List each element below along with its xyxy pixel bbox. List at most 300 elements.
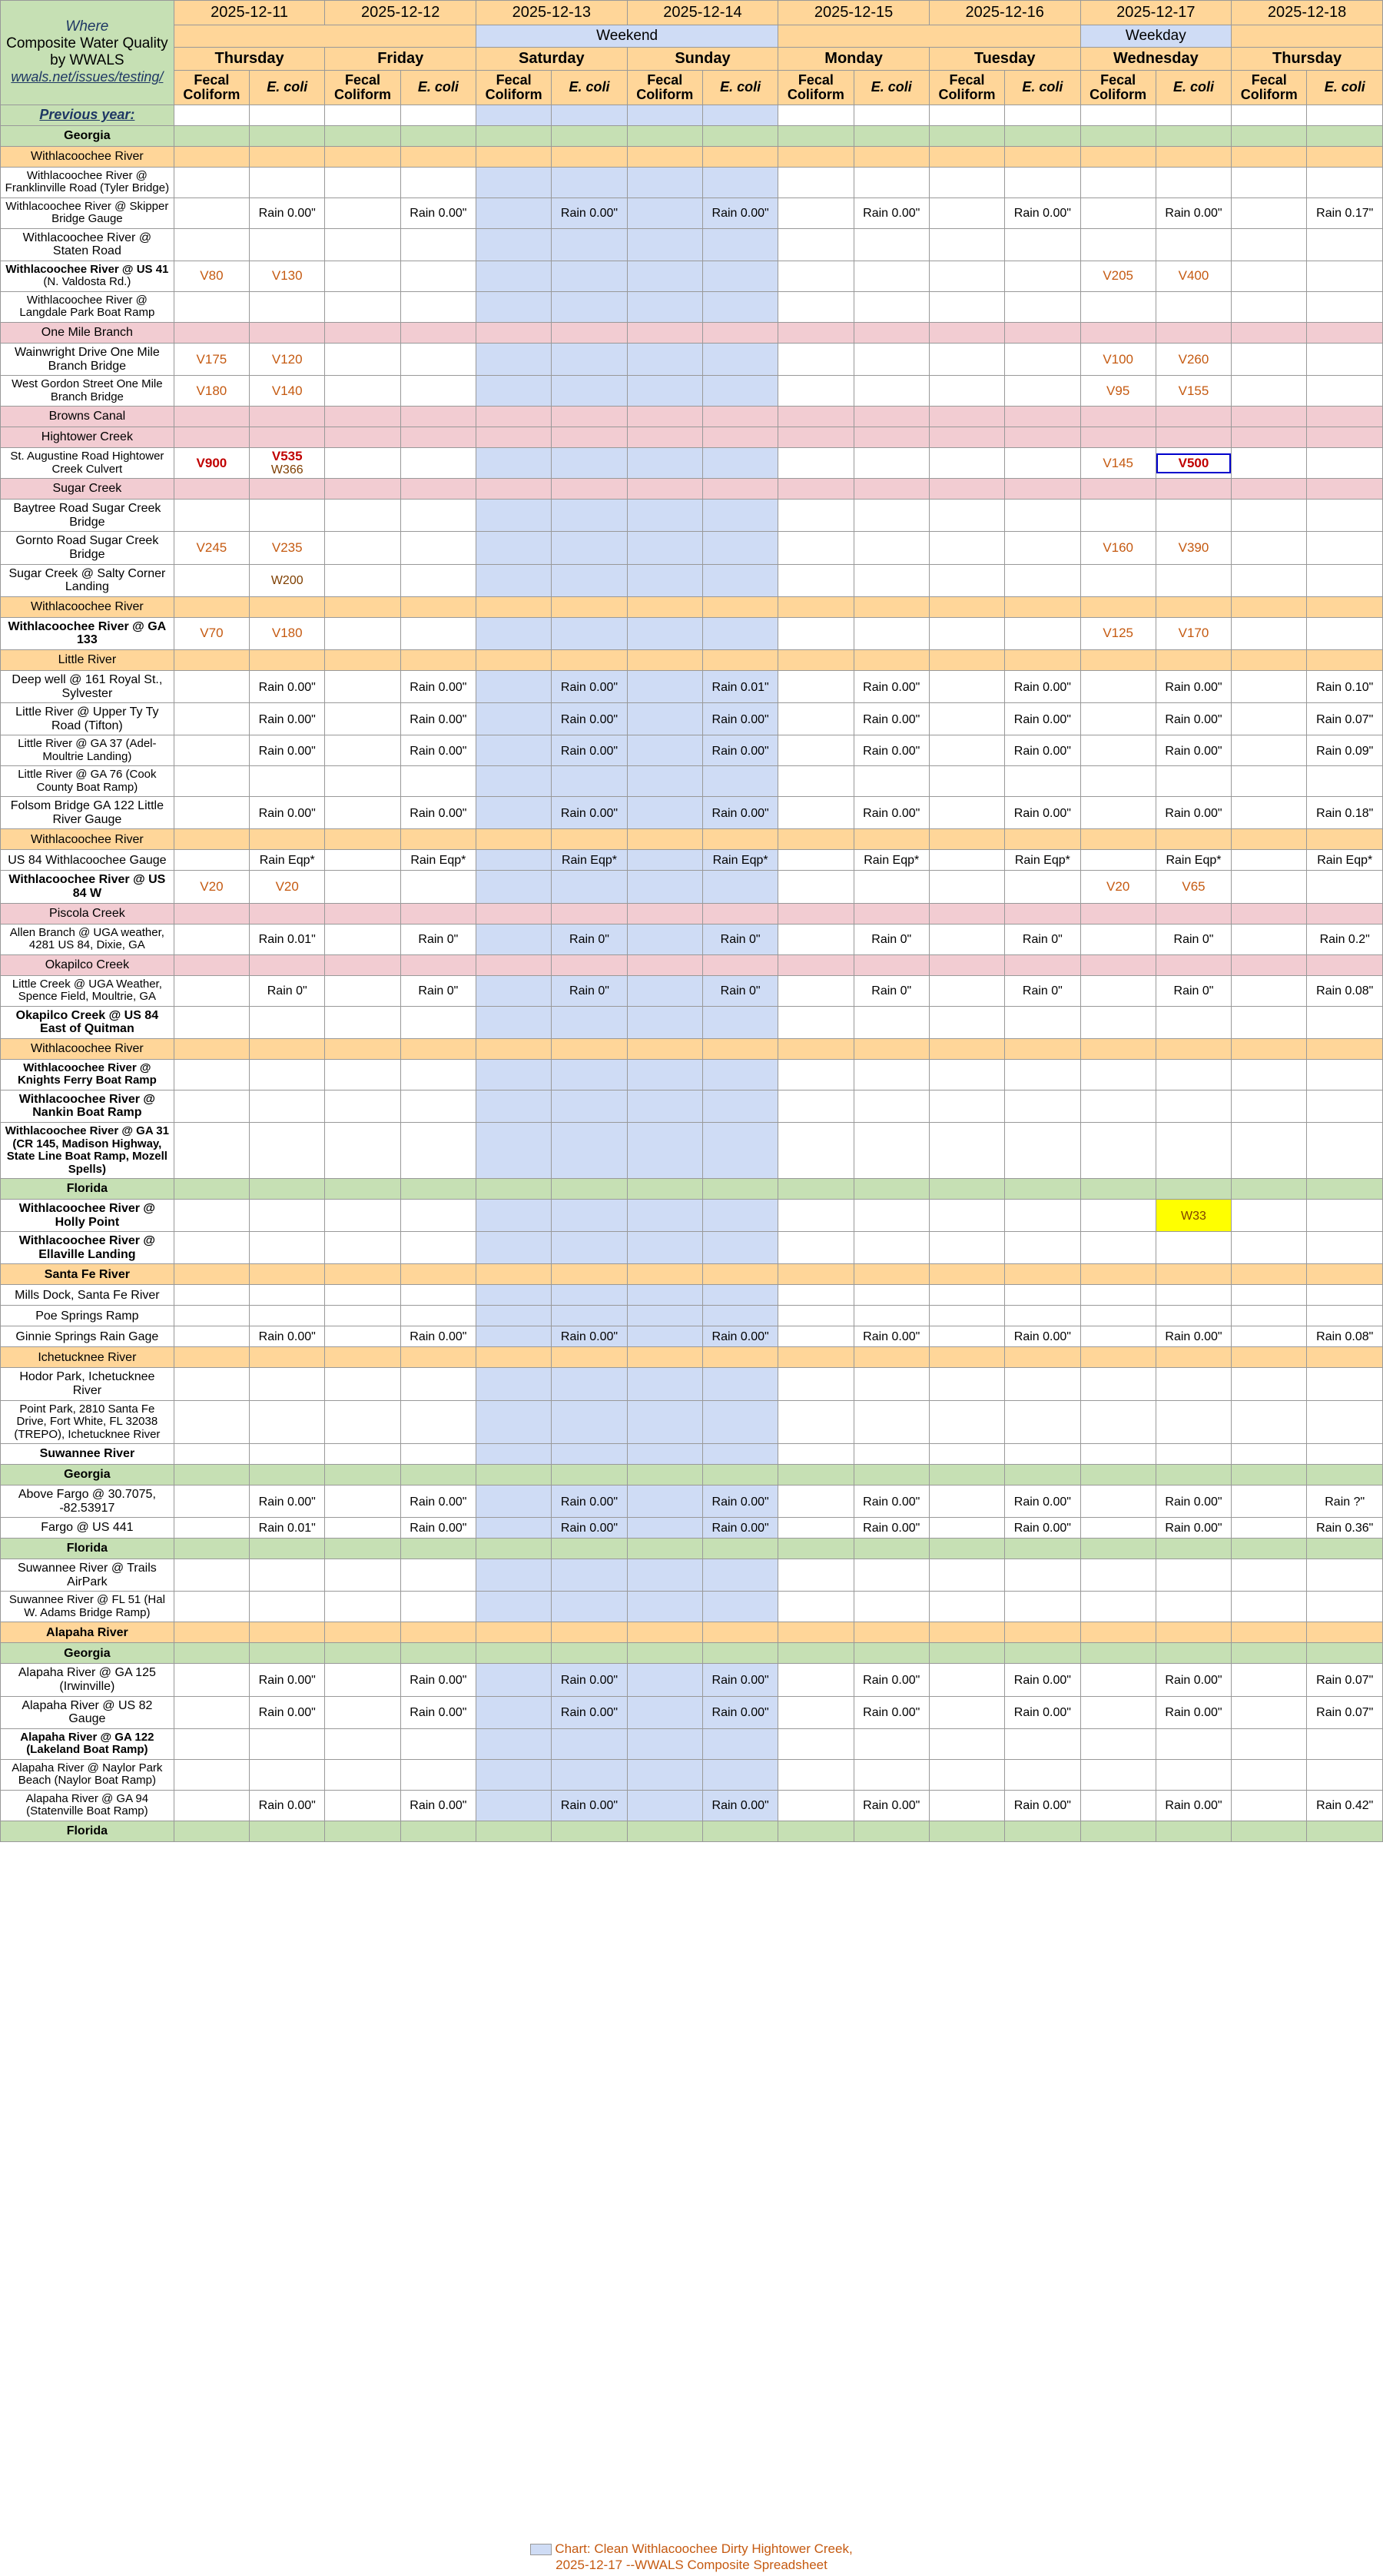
cell-r8-c1[interactable]: [250, 322, 325, 343]
cell-r62-c15[interactable]: [1307, 1821, 1383, 1841]
cell-r40-c7[interactable]: [702, 1232, 778, 1264]
cell-r44-c6[interactable]: [627, 1326, 702, 1347]
cell-r54-c4[interactable]: [476, 1592, 552, 1622]
cell-r39-c5[interactable]: [552, 1200, 627, 1232]
cell-r3-c6[interactable]: [627, 167, 702, 198]
cell-r8-c11[interactable]: [1005, 322, 1080, 343]
cell-r20-c15[interactable]: [1307, 649, 1383, 670]
cell-r11-c13[interactable]: [1156, 407, 1231, 427]
cell-r10-c11[interactable]: [1005, 376, 1080, 407]
cell-r24-c0[interactable]: [174, 766, 249, 797]
cell-r9-c7[interactable]: [702, 343, 778, 375]
cell-r56-c9[interactable]: [854, 1643, 929, 1664]
cell-r5-c13[interactable]: [1156, 228, 1231, 261]
cell-r49-c3[interactable]: [400, 1465, 476, 1486]
cell-r3-c11[interactable]: [1005, 167, 1080, 198]
cell-r47-c6[interactable]: [627, 1400, 702, 1444]
cell-r44-c15[interactable]: Rain 0.08": [1307, 1326, 1383, 1347]
cell-r22-c11[interactable]: Rain 0.00": [1005, 703, 1080, 735]
cell-r21-c12[interactable]: [1080, 670, 1156, 702]
cell-r1-c4[interactable]: [476, 125, 552, 146]
cell-r19-c14[interactable]: [1232, 617, 1307, 649]
cell-r40-c14[interactable]: [1232, 1232, 1307, 1264]
cell-r9-c3[interactable]: [400, 343, 476, 375]
cell-r45-c4[interactable]: [476, 1347, 552, 1368]
cell-r21-c1[interactable]: Rain 0.00": [250, 670, 325, 702]
cell-r30-c2[interactable]: [325, 924, 400, 954]
cell-r60-c4[interactable]: [476, 1759, 552, 1790]
cell-r28-c5[interactable]: [552, 871, 627, 903]
cell-r18-c4[interactable]: [476, 596, 552, 617]
cell-r26-c1[interactable]: [250, 829, 325, 850]
cell-r19-c5[interactable]: [552, 617, 627, 649]
cell-r29-c4[interactable]: [476, 903, 552, 924]
cell-r16-c7[interactable]: [702, 532, 778, 564]
cell-r6-c0[interactable]: V80: [174, 261, 249, 291]
cell-r54-c12[interactable]: [1080, 1592, 1156, 1622]
cell-r50-c4[interactable]: [476, 1486, 552, 1518]
cell-r16-c10[interactable]: [929, 532, 1004, 564]
cell-r8-c4[interactable]: [476, 322, 552, 343]
cell-r21-c11[interactable]: Rain 0.00": [1005, 670, 1080, 702]
cell-r36-c6[interactable]: [627, 1090, 702, 1122]
cell-r60-c14[interactable]: [1232, 1759, 1307, 1790]
cell-r56-c12[interactable]: [1080, 1643, 1156, 1664]
cell-r0-c13[interactable]: [1156, 105, 1231, 125]
cell-r6-c6[interactable]: [627, 261, 702, 291]
cell-r7-c4[interactable]: [476, 291, 552, 322]
cell-r19-c8[interactable]: [778, 617, 854, 649]
cell-r17-c0[interactable]: [174, 564, 249, 596]
cell-r6-c10[interactable]: [929, 261, 1004, 291]
cell-r8-c8[interactable]: [778, 322, 854, 343]
cell-r44-c3[interactable]: Rain 0.00": [400, 1326, 476, 1347]
cell-r1-c3[interactable]: [400, 125, 476, 146]
cell-r35-c2[interactable]: [325, 1059, 400, 1090]
cell-r9-c5[interactable]: [552, 343, 627, 375]
cell-r37-c7[interactable]: [702, 1123, 778, 1179]
cell-r35-c7[interactable]: [702, 1059, 778, 1090]
cell-r23-c13[interactable]: Rain 0.00": [1156, 735, 1231, 766]
cell-r20-c14[interactable]: [1232, 649, 1307, 670]
cell-r33-c3[interactable]: [400, 1006, 476, 1038]
cell-r25-c7[interactable]: Rain 0.00": [702, 797, 778, 829]
cell-r14-c14[interactable]: [1232, 479, 1307, 500]
cell-r31-c8[interactable]: [778, 954, 854, 975]
cell-r49-c6[interactable]: [627, 1465, 702, 1486]
cell-r57-c3[interactable]: Rain 0.00": [400, 1664, 476, 1696]
cell-r60-c0[interactable]: [174, 1759, 249, 1790]
cell-r24-c14[interactable]: [1232, 766, 1307, 797]
cell-r0-c7[interactable]: [702, 105, 778, 125]
cell-r43-c3[interactable]: [400, 1306, 476, 1326]
cell-r17-c10[interactable]: [929, 564, 1004, 596]
cell-r54-c10[interactable]: [929, 1592, 1004, 1622]
cell-r25-c9[interactable]: Rain 0.00": [854, 797, 929, 829]
cell-r43-c1[interactable]: [250, 1306, 325, 1326]
cell-r3-c2[interactable]: [325, 167, 400, 198]
cell-r23-c8[interactable]: [778, 735, 854, 766]
cell-r14-c13[interactable]: [1156, 479, 1231, 500]
cell-r29-c6[interactable]: [627, 903, 702, 924]
cell-r19-c0[interactable]: V70: [174, 617, 249, 649]
cell-r36-c0[interactable]: [174, 1090, 249, 1122]
cell-r9-c10[interactable]: [929, 343, 1004, 375]
cell-r1-c14[interactable]: [1232, 125, 1307, 146]
cell-r37-c8[interactable]: [778, 1123, 854, 1179]
cell-r7-c11[interactable]: [1005, 291, 1080, 322]
cell-r36-c12[interactable]: [1080, 1090, 1156, 1122]
cell-r42-c2[interactable]: [325, 1285, 400, 1306]
cell-r10-c4[interactable]: [476, 376, 552, 407]
cell-r16-c9[interactable]: [854, 532, 929, 564]
cell-r43-c4[interactable]: [476, 1306, 552, 1326]
cell-r57-c9[interactable]: Rain 0.00": [854, 1664, 929, 1696]
cell-r15-c13[interactable]: [1156, 500, 1231, 532]
cell-r1-c10[interactable]: [929, 125, 1004, 146]
cell-r57-c13[interactable]: Rain 0.00": [1156, 1664, 1231, 1696]
cell-r52-c2[interactable]: [325, 1539, 400, 1559]
cell-r48-c10[interactable]: [929, 1444, 1004, 1465]
cell-r30-c11[interactable]: Rain 0": [1005, 924, 1080, 954]
cell-r35-c3[interactable]: [400, 1059, 476, 1090]
cell-r16-c3[interactable]: [400, 532, 476, 564]
cell-r13-c4[interactable]: [476, 448, 552, 479]
cell-r28-c2[interactable]: [325, 871, 400, 903]
cell-r37-c4[interactable]: [476, 1123, 552, 1179]
cell-r34-c11[interactable]: [1005, 1038, 1080, 1059]
cell-r20-c6[interactable]: [627, 649, 702, 670]
cell-r52-c3[interactable]: [400, 1539, 476, 1559]
cell-r19-c3[interactable]: [400, 617, 476, 649]
cell-r44-c8[interactable]: [778, 1326, 854, 1347]
cell-r44-c4[interactable]: [476, 1326, 552, 1347]
cell-r2-c4[interactable]: [476, 146, 552, 167]
cell-r13-c15[interactable]: [1307, 448, 1383, 479]
cell-r60-c12[interactable]: [1080, 1759, 1156, 1790]
cell-r41-c2[interactable]: [325, 1264, 400, 1285]
cell-r23-c15[interactable]: Rain 0.09": [1307, 735, 1383, 766]
cell-r29-c12[interactable]: [1080, 903, 1156, 924]
cell-r7-c14[interactable]: [1232, 291, 1307, 322]
cell-r29-c0[interactable]: [174, 903, 249, 924]
cell-r11-c4[interactable]: [476, 407, 552, 427]
cell-r31-c14[interactable]: [1232, 954, 1307, 975]
cell-r5-c6[interactable]: [627, 228, 702, 261]
cell-r19-c7[interactable]: [702, 617, 778, 649]
cell-r36-c5[interactable]: [552, 1090, 627, 1122]
cell-r34-c10[interactable]: [929, 1038, 1004, 1059]
cell-r42-c4[interactable]: [476, 1285, 552, 1306]
cell-r62-c14[interactable]: [1232, 1821, 1307, 1841]
cell-r29-c13[interactable]: [1156, 903, 1231, 924]
cell-r26-c9[interactable]: [854, 829, 929, 850]
cell-r7-c15[interactable]: [1307, 291, 1383, 322]
cell-r23-c11[interactable]: Rain 0.00": [1005, 735, 1080, 766]
cell-r4-c14[interactable]: [1232, 198, 1307, 228]
cell-r27-c9[interactable]: Rain Eqp*: [854, 850, 929, 871]
cell-r26-c3[interactable]: [400, 829, 476, 850]
cell-r41-c14[interactable]: [1232, 1264, 1307, 1285]
cell-r6-c9[interactable]: [854, 261, 929, 291]
cell-r22-c4[interactable]: [476, 703, 552, 735]
cell-r49-c13[interactable]: [1156, 1465, 1231, 1486]
cell-r59-c1[interactable]: [250, 1728, 325, 1759]
cell-r42-c8[interactable]: [778, 1285, 854, 1306]
cell-r8-c5[interactable]: [552, 322, 627, 343]
cell-r28-c13[interactable]: V65: [1156, 871, 1231, 903]
cell-r20-c2[interactable]: [325, 649, 400, 670]
cell-r60-c11[interactable]: [1005, 1759, 1080, 1790]
cell-r42-c11[interactable]: [1005, 1285, 1080, 1306]
cell-r2-c8[interactable]: [778, 146, 854, 167]
cell-r11-c0[interactable]: [174, 407, 249, 427]
cell-r41-c3[interactable]: [400, 1264, 476, 1285]
cell-r42-c9[interactable]: [854, 1285, 929, 1306]
cell-r26-c0[interactable]: [174, 829, 249, 850]
cell-r28-c12[interactable]: V20: [1080, 871, 1156, 903]
cell-r37-c1[interactable]: [250, 1123, 325, 1179]
cell-r62-c11[interactable]: [1005, 1821, 1080, 1841]
cell-r61-c13[interactable]: Rain 0.00": [1156, 1790, 1231, 1821]
cell-r45-c13[interactable]: [1156, 1347, 1231, 1368]
cell-r14-c8[interactable]: [778, 479, 854, 500]
cell-r50-c1[interactable]: Rain 0.00": [250, 1486, 325, 1518]
cell-r41-c13[interactable]: [1156, 1264, 1231, 1285]
cell-r54-c13[interactable]: [1156, 1592, 1231, 1622]
cell-r25-c15[interactable]: Rain 0.18": [1307, 797, 1383, 829]
cell-r9-c4[interactable]: [476, 343, 552, 375]
cell-r27-c2[interactable]: [325, 850, 400, 871]
cell-r26-c15[interactable]: [1307, 829, 1383, 850]
cell-r34-c14[interactable]: [1232, 1038, 1307, 1059]
cell-r41-c7[interactable]: [702, 1264, 778, 1285]
cell-r61-c8[interactable]: [778, 1790, 854, 1821]
cell-r25-c2[interactable]: [325, 797, 400, 829]
cell-r23-c6[interactable]: [627, 735, 702, 766]
cell-r55-c4[interactable]: [476, 1622, 552, 1643]
cell-r12-c12[interactable]: [1080, 427, 1156, 448]
cell-r25-c10[interactable]: [929, 797, 1004, 829]
cell-r48-c6[interactable]: [627, 1444, 702, 1465]
cell-r24-c6[interactable]: [627, 766, 702, 797]
cell-r45-c5[interactable]: [552, 1347, 627, 1368]
cell-r40-c10[interactable]: [929, 1232, 1004, 1264]
cell-r60-c7[interactable]: [702, 1759, 778, 1790]
cell-r35-c10[interactable]: [929, 1059, 1004, 1090]
cell-r22-c12[interactable]: [1080, 703, 1156, 735]
cell-r48-c14[interactable]: [1232, 1444, 1307, 1465]
cell-r59-c11[interactable]: [1005, 1728, 1080, 1759]
cell-r11-c7[interactable]: [702, 407, 778, 427]
cell-r59-c9[interactable]: [854, 1728, 929, 1759]
cell-r55-c13[interactable]: [1156, 1622, 1231, 1643]
cell-r32-c1[interactable]: Rain 0": [250, 975, 325, 1006]
cell-r57-c15[interactable]: Rain 0.07": [1307, 1664, 1383, 1696]
cell-r12-c7[interactable]: [702, 427, 778, 448]
cell-r40-c0[interactable]: [174, 1232, 249, 1264]
cell-r27-c0[interactable]: [174, 850, 249, 871]
cell-r50-c12[interactable]: [1080, 1486, 1156, 1518]
cell-r33-c6[interactable]: [627, 1006, 702, 1038]
cell-r45-c7[interactable]: [702, 1347, 778, 1368]
cell-r6-c5[interactable]: [552, 261, 627, 291]
cell-r26-c12[interactable]: [1080, 829, 1156, 850]
cell-r20-c9[interactable]: [854, 649, 929, 670]
cell-r35-c1[interactable]: [250, 1059, 325, 1090]
cell-r42-c5[interactable]: [552, 1285, 627, 1306]
cell-r44-c2[interactable]: [325, 1326, 400, 1347]
cell-r40-c9[interactable]: [854, 1232, 929, 1264]
cell-r21-c13[interactable]: Rain 0.00": [1156, 670, 1231, 702]
cell-r2-c9[interactable]: [854, 146, 929, 167]
cell-r54-c5[interactable]: [552, 1592, 627, 1622]
cell-r18-c9[interactable]: [854, 596, 929, 617]
cell-r6-c13[interactable]: V400: [1156, 261, 1231, 291]
cell-r29-c2[interactable]: [325, 903, 400, 924]
cell-r33-c1[interactable]: [250, 1006, 325, 1038]
cell-r0-c11[interactable]: [1005, 105, 1080, 125]
cell-r39-c15[interactable]: [1307, 1200, 1383, 1232]
cell-r11-c9[interactable]: [854, 407, 929, 427]
cell-r9-c6[interactable]: [627, 343, 702, 375]
cell-r62-c0[interactable]: [174, 1821, 249, 1841]
cell-r38-c7[interactable]: [702, 1179, 778, 1200]
cell-r54-c7[interactable]: [702, 1592, 778, 1622]
cell-r21-c14[interactable]: [1232, 670, 1307, 702]
cell-r27-c7[interactable]: Rain Eqp*: [702, 850, 778, 871]
cell-r3-c14[interactable]: [1232, 167, 1307, 198]
cell-r45-c1[interactable]: [250, 1347, 325, 1368]
cell-r46-c15[interactable]: [1307, 1368, 1383, 1400]
cell-r33-c9[interactable]: [854, 1006, 929, 1038]
cell-r23-c9[interactable]: Rain 0.00": [854, 735, 929, 766]
cell-r52-c10[interactable]: [929, 1539, 1004, 1559]
cell-r2-c0[interactable]: [174, 146, 249, 167]
cell-r7-c1[interactable]: [250, 291, 325, 322]
cell-r46-c2[interactable]: [325, 1368, 400, 1400]
cell-r54-c15[interactable]: [1307, 1592, 1383, 1622]
cell-r0-c8[interactable]: [778, 105, 854, 125]
cell-r22-c6[interactable]: [627, 703, 702, 735]
cell-r18-c5[interactable]: [552, 596, 627, 617]
cell-r0-c6[interactable]: [627, 105, 702, 125]
cell-r19-c12[interactable]: V125: [1080, 617, 1156, 649]
cell-r40-c3[interactable]: [400, 1232, 476, 1264]
cell-r12-c15[interactable]: [1307, 427, 1383, 448]
cell-r14-c10[interactable]: [929, 479, 1004, 500]
cell-r32-c15[interactable]: Rain 0.08": [1307, 975, 1383, 1006]
cell-r45-c12[interactable]: [1080, 1347, 1156, 1368]
cell-r38-c15[interactable]: [1307, 1179, 1383, 1200]
cell-r15-c4[interactable]: [476, 500, 552, 532]
cell-r35-c15[interactable]: [1307, 1059, 1383, 1090]
cell-r22-c8[interactable]: [778, 703, 854, 735]
cell-r4-c11[interactable]: Rain 0.00": [1005, 198, 1080, 228]
cell-r53-c12[interactable]: [1080, 1559, 1156, 1592]
cell-r0-c12[interactable]: [1080, 105, 1156, 125]
cell-r28-c15[interactable]: [1307, 871, 1383, 903]
cell-r4-c13[interactable]: Rain 0.00": [1156, 198, 1231, 228]
cell-r49-c4[interactable]: [476, 1465, 552, 1486]
cell-r26-c8[interactable]: [778, 829, 854, 850]
cell-r34-c3[interactable]: [400, 1038, 476, 1059]
cell-r42-c1[interactable]: [250, 1285, 325, 1306]
cell-r52-c8[interactable]: [778, 1539, 854, 1559]
cell-r58-c4[interactable]: [476, 1696, 552, 1728]
cell-r55-c1[interactable]: [250, 1622, 325, 1643]
cell-r4-c0[interactable]: [174, 198, 249, 228]
cell-r47-c12[interactable]: [1080, 1400, 1156, 1444]
cell-r46-c7[interactable]: [702, 1368, 778, 1400]
cell-r61-c12[interactable]: [1080, 1790, 1156, 1821]
cell-r43-c5[interactable]: [552, 1306, 627, 1326]
cell-r59-c7[interactable]: [702, 1728, 778, 1759]
cell-r10-c14[interactable]: [1232, 376, 1307, 407]
cell-r36-c9[interactable]: [854, 1090, 929, 1122]
cell-r56-c1[interactable]: [250, 1643, 325, 1664]
cell-r29-c3[interactable]: [400, 903, 476, 924]
cell-r28-c8[interactable]: [778, 871, 854, 903]
cell-r51-c2[interactable]: [325, 1518, 400, 1539]
cell-r37-c14[interactable]: [1232, 1123, 1307, 1179]
cell-r61-c6[interactable]: [627, 1790, 702, 1821]
cell-r30-c4[interactable]: [476, 924, 552, 954]
cell-r3-c3[interactable]: [400, 167, 476, 198]
cell-r50-c14[interactable]: [1232, 1486, 1307, 1518]
cell-r37-c15[interactable]: [1307, 1123, 1383, 1179]
cell-r25-c0[interactable]: [174, 797, 249, 829]
cell-r26-c11[interactable]: [1005, 829, 1080, 850]
cell-r56-c4[interactable]: [476, 1643, 552, 1664]
cell-r21-c3[interactable]: Rain 0.00": [400, 670, 476, 702]
cell-r13-c5[interactable]: [552, 448, 627, 479]
cell-r45-c2[interactable]: [325, 1347, 400, 1368]
cell-r38-c11[interactable]: [1005, 1179, 1080, 1200]
cell-r12-c1[interactable]: [250, 427, 325, 448]
cell-r7-c12[interactable]: [1080, 291, 1156, 322]
cell-r28-c10[interactable]: [929, 871, 1004, 903]
cell-r37-c10[interactable]: [929, 1123, 1004, 1179]
cell-r49-c0[interactable]: [174, 1465, 249, 1486]
cell-r13-c6[interactable]: [627, 448, 702, 479]
cell-r23-c2[interactable]: [325, 735, 400, 766]
cell-r36-c1[interactable]: [250, 1090, 325, 1122]
cell-r7-c8[interactable]: [778, 291, 854, 322]
cell-r38-c1[interactable]: [250, 1179, 325, 1200]
cell-r40-c4[interactable]: [476, 1232, 552, 1264]
cell-r0-c14[interactable]: [1232, 105, 1307, 125]
cell-r61-c10[interactable]: [929, 1790, 1004, 1821]
cell-r27-c8[interactable]: [778, 850, 854, 871]
cell-r44-c0[interactable]: [174, 1326, 249, 1347]
cell-r51-c13[interactable]: Rain 0.00": [1156, 1518, 1231, 1539]
cell-r33-c5[interactable]: [552, 1006, 627, 1038]
cell-r0-c5[interactable]: [552, 105, 627, 125]
cell-r1-c6[interactable]: [627, 125, 702, 146]
cell-r25-c12[interactable]: [1080, 797, 1156, 829]
cell-r44-c7[interactable]: Rain 0.00": [702, 1326, 778, 1347]
cell-r45-c3[interactable]: [400, 1347, 476, 1368]
cell-r21-c7[interactable]: Rain 0.01": [702, 670, 778, 702]
cell-r27-c11[interactable]: Rain Eqp*: [1005, 850, 1080, 871]
cell-r32-c14[interactable]: [1232, 975, 1307, 1006]
cell-r24-c13[interactable]: [1156, 766, 1231, 797]
cell-r60-c9[interactable]: [854, 1759, 929, 1790]
cell-r46-c14[interactable]: [1232, 1368, 1307, 1400]
cell-r53-c13[interactable]: [1156, 1559, 1231, 1592]
cell-r29-c14[interactable]: [1232, 903, 1307, 924]
